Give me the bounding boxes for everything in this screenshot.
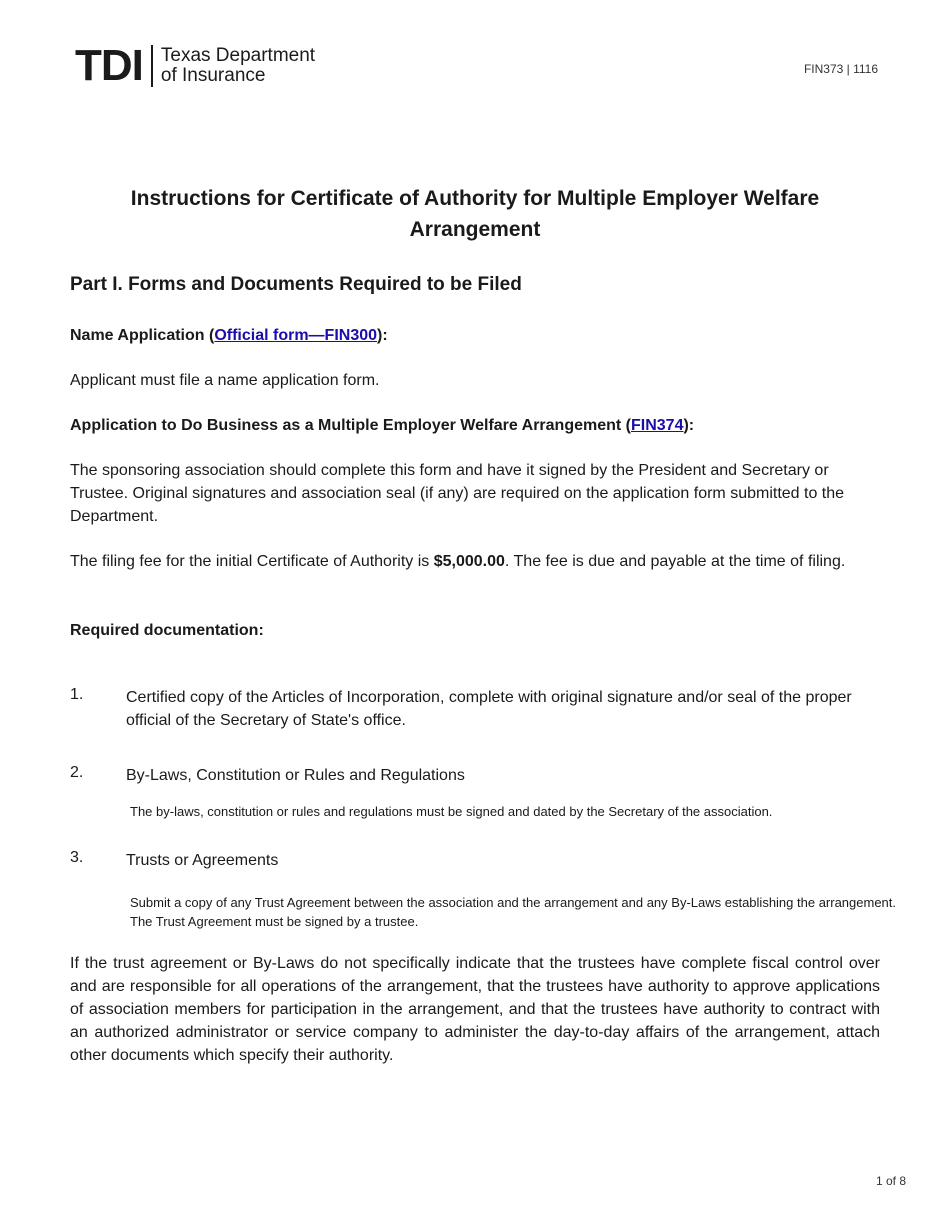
item-2-number: 2.: [70, 764, 84, 781]
tdi-logo: [75, 41, 316, 90]
logo-divider: [151, 45, 153, 87]
part1-heading: Part I. Forms and Documents Required to be Filed: [70, 274, 522, 295]
name-app-prefix: Name Application (: [70, 327, 215, 344]
logo-line-1: Texas Department: [160, 45, 316, 66]
closing-paragraph: If the trust agreement or By-Laws do not specifically indicate that the trustees have complete fiscal control over and are responsible for all operations of the arrangement, that the trustees have authority to approve applications of association members for participation in the arrangement, and that the trustees have authority to contract with an authorized administrator or service company to administer the day-to-day affairs of the arrangement, attach other documents which specify their authority.: [70, 955, 880, 1064]
form-number: FIN373 | 1116: [803, 62, 878, 76]
logo-line-2: of Insurance: [160, 65, 266, 86]
item-2-note: The by-laws, constitution or rules and regulations must be signed and dated by the Secretary of the association.: [130, 804, 773, 819]
item-3-number: 3.: [70, 849, 84, 866]
item-1-text: Certified copy of the Articles of Incorporation, complete with original signature and/or seal of the proper official of the Secretary of State's office.: [126, 689, 852, 729]
name-application-body: Applicant must file a name application form.: [70, 372, 380, 389]
page-indicator: 1 of 8: [875, 1174, 906, 1188]
name-app-suffix: ):: [377, 327, 388, 344]
fee-prefix: The filing fee for the initial Certificate of Authority is: [70, 553, 434, 570]
fin300-link[interactable]: Official form—FIN300: [214, 327, 378, 344]
logo-text: [161, 46, 315, 86]
required-documentation-heading: Required documentation:: [70, 622, 264, 639]
fin374-link[interactable]: FIN374: [631, 417, 684, 434]
title-line-2: Arrangement: [409, 218, 541, 241]
item-2-text: By-Laws, Constitution or Rules and Regulations: [126, 767, 465, 784]
business-application-heading: [70, 414, 694, 437]
business-application-body: The sponsoring association should complete this form and have it signed by the President and Secretary or Trustee. Original signatures and association seal (if any) are required on the application form submitted to the Department.: [70, 462, 845, 525]
logo-mark: TDI: [75, 41, 143, 90]
title-line-1: Instructions for Certificate of Authority for Multiple Employer Welfare: [130, 187, 820, 210]
document-title: [70, 183, 880, 245]
item-3-text: Trusts or Agreements: [126, 852, 279, 869]
item-1-number: 1.: [70, 686, 84, 703]
fee-suffix: . The fee is due and payable at the time of filing.: [504, 553, 846, 570]
name-application-heading: [70, 324, 388, 347]
item-3-note: Submit a copy of any Trust Agreement between the association and the arrangement and any By-Laws establishing the arrangement. The Trust Agreement must be signed by a trustee.: [130, 895, 897, 929]
filing-fee-text: [70, 550, 880, 573]
business-app-suffix: ):: [683, 417, 695, 434]
fee-amount: $5,000.00: [433, 553, 505, 570]
business-app-prefix: Application to Do Business as a Multiple Employer Welfare Arrangement (: [70, 417, 631, 434]
